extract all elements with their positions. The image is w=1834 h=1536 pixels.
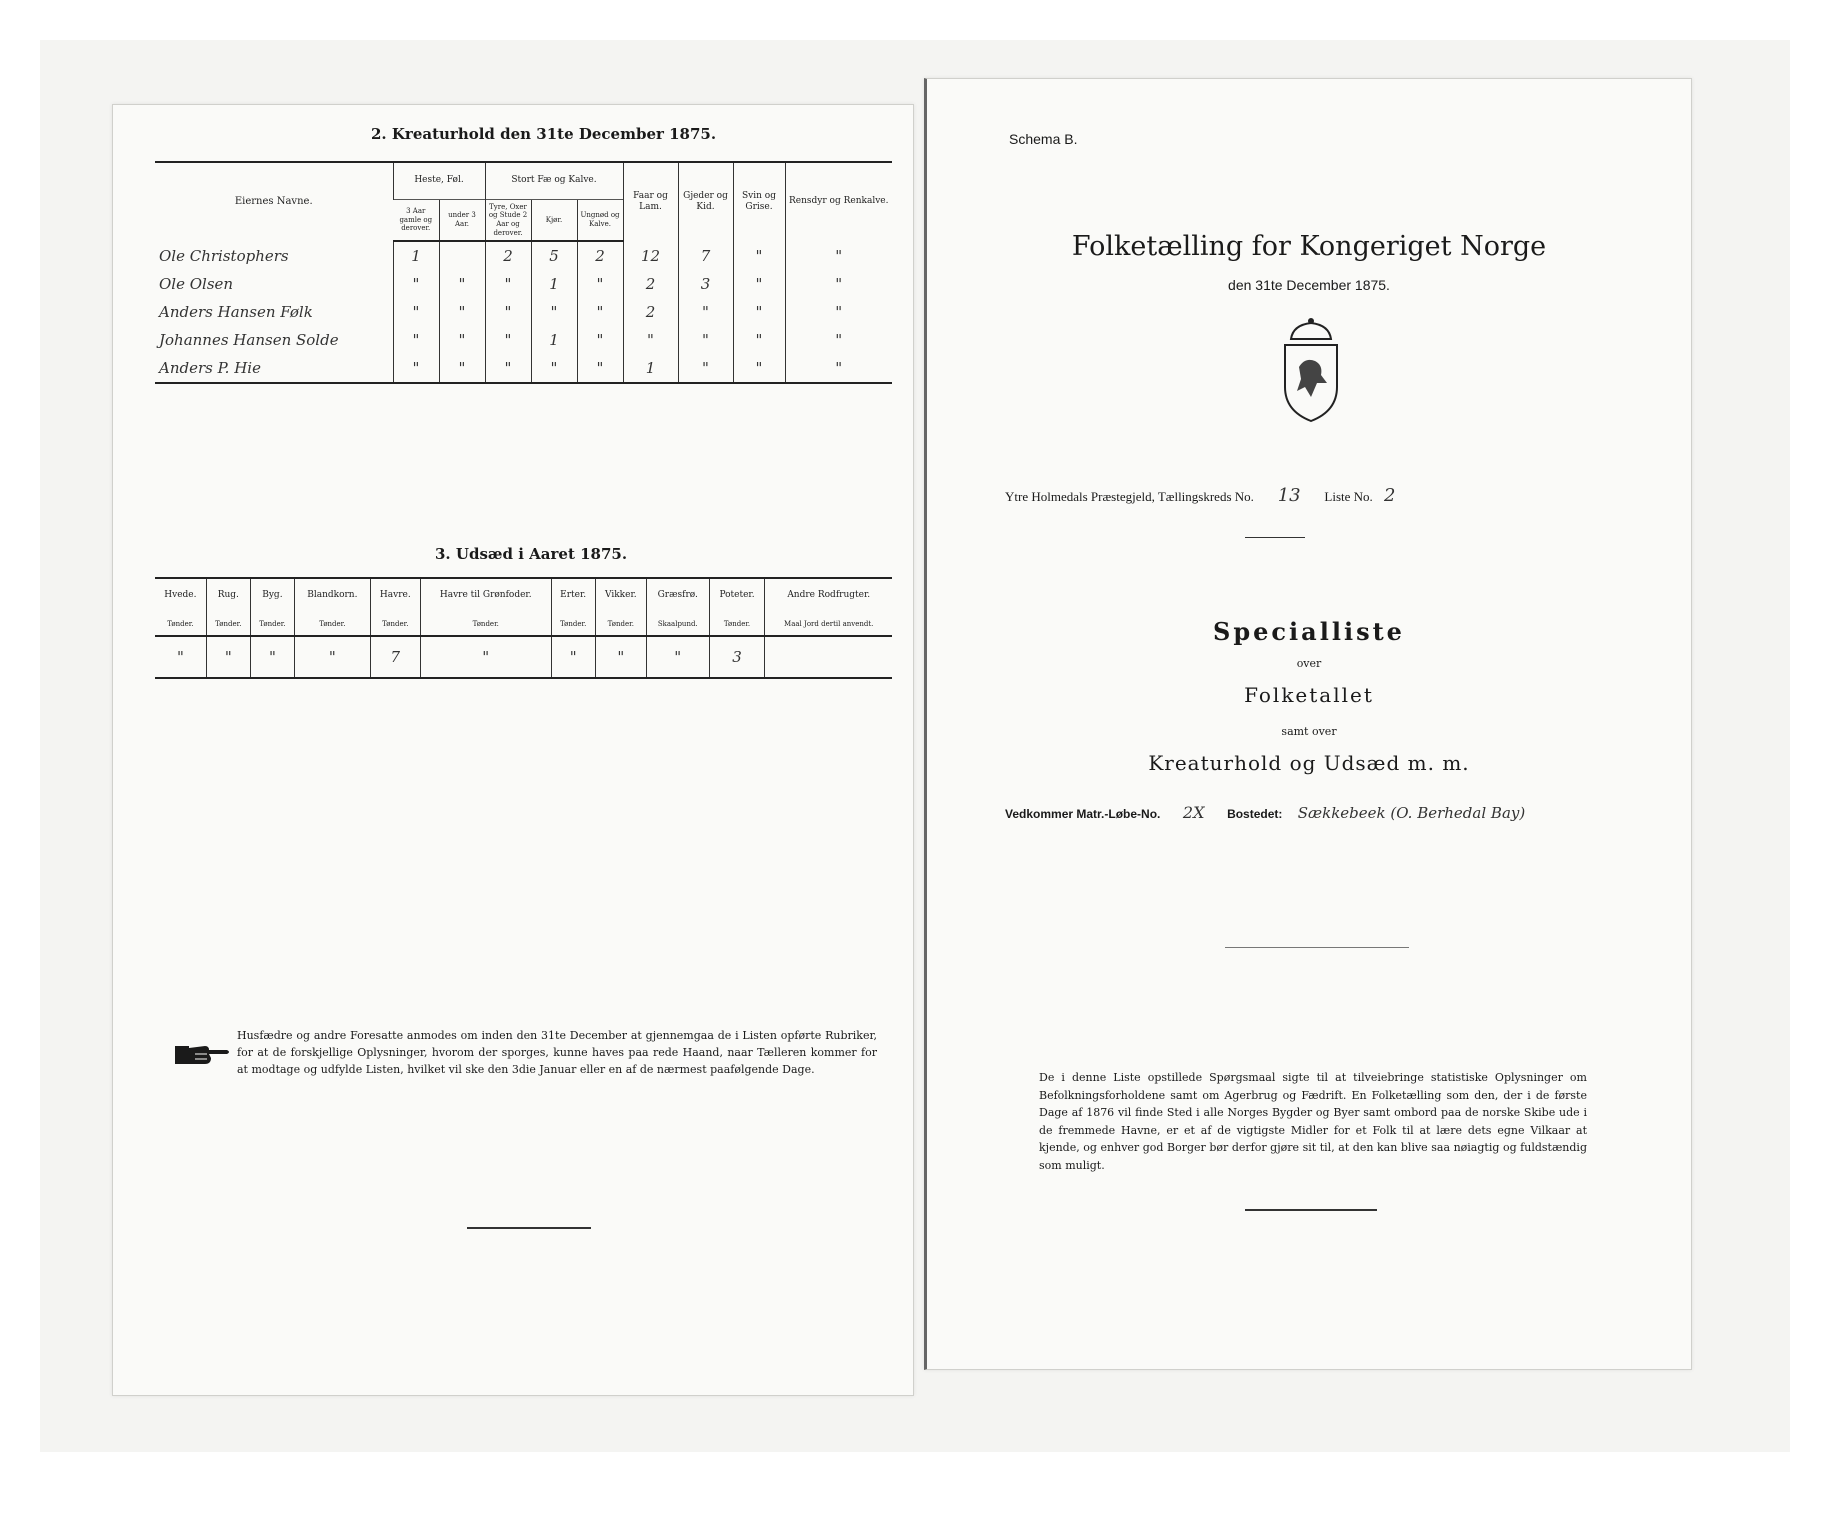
seed-header-unit: Tønder.	[370, 613, 420, 636]
livestock-cell: 2	[623, 298, 678, 326]
pointing-hand-icon	[175, 1040, 231, 1070]
kreaturhold-line: Kreaturhold og Udsæd m. m.	[1148, 751, 1470, 775]
livestock-cell: 1	[623, 354, 678, 383]
seed-header-name: Græsfrø.	[646, 578, 709, 613]
owner-name: Anders Hansen Følk	[159, 303, 313, 321]
left-page	[112, 104, 914, 1396]
header-rensdyr: Rensdyr og Renkalve.	[785, 162, 892, 241]
livestock-cell: "	[531, 354, 577, 383]
livestock-cell: 5	[531, 241, 577, 270]
seed-header-name: Erter.	[551, 578, 595, 613]
seed-value: 3	[709, 636, 765, 678]
schema-label: Schema B.	[1009, 131, 1078, 147]
owner-name: Ole Christophers	[159, 246, 289, 265]
liste-number: 2	[1384, 485, 1396, 506]
livestock-cell: "	[678, 326, 733, 354]
seed-header-unit: Tønder.	[595, 613, 646, 636]
header-svin: Svin og Grise.	[733, 162, 785, 241]
seed-value: "	[595, 636, 646, 678]
seed-header-units	[155, 613, 892, 636]
samt-over: samt over	[1281, 725, 1337, 738]
seed-header-names	[155, 578, 892, 613]
bosted-value: Sækkebeek (O. Berhedal Bay)	[1297, 804, 1526, 822]
folketallet: Folketallet	[1244, 683, 1374, 707]
kreds-number: 13	[1277, 485, 1301, 506]
livestock-cell: "	[439, 270, 485, 298]
right-page	[924, 78, 1692, 1370]
livestock-cell: "	[439, 354, 485, 383]
seed-header-unit: Maal Jord dertil anvendt.	[765, 613, 892, 636]
owner-name: Anders P. Hie	[155, 354, 393, 383]
livestock-cell: "	[733, 270, 785, 298]
seed-header-unit: Tønder.	[250, 613, 294, 636]
seed-values-row	[155, 636, 892, 678]
livestock-cell: "	[785, 298, 892, 326]
livestock-row	[155, 354, 892, 383]
livestock-cell: "	[733, 326, 785, 354]
seed-header-unit: Tønder.	[551, 613, 595, 636]
dash-rule-mid	[1225, 947, 1409, 948]
district-prefix: Ytre Holmedals Præstegjeld, Tællingskreds No.	[1005, 489, 1254, 504]
livestock-cell: "	[733, 354, 785, 383]
livestock-table	[155, 161, 892, 384]
header-gjeder: Gjeder og Kid.	[678, 162, 733, 241]
seed-header-unit: Tønder.	[420, 613, 551, 636]
header-faar: Faar og Lam.	[623, 162, 678, 241]
left-bottom-rule	[467, 1227, 591, 1229]
livestock-cell: "	[485, 354, 531, 383]
livestock-cell: "	[785, 326, 892, 354]
livestock-cell: "	[577, 326, 623, 354]
seed-header-name: Andre Rodfrugter.	[765, 578, 892, 613]
livestock-cell: "	[785, 270, 892, 298]
owner-name: Johannes Hansen Solde	[159, 331, 339, 349]
seed-value: "	[294, 636, 370, 678]
seed-value: "	[420, 636, 551, 678]
seed-header-unit: Tønder.	[155, 613, 206, 636]
livestock-cell: "	[393, 326, 439, 354]
header-stort-c: Ungnød og Kalve.	[577, 200, 623, 242]
livestock-row	[155, 298, 892, 326]
livestock-cell: "	[733, 241, 785, 270]
seed-header-unit: Tønder.	[709, 613, 765, 636]
seed-header-name: Byg.	[250, 578, 294, 613]
section2-title: 2. Kreaturhold den 31te December 1875.	[371, 125, 717, 143]
seed-value: "	[206, 636, 250, 678]
livestock-cell: "	[531, 298, 577, 326]
livestock-cell	[439, 241, 485, 270]
dash-rule-top	[1245, 537, 1305, 538]
header-heste-a: 3 Aar gamle og derover.	[393, 200, 439, 242]
seed-header-unit: Skaalpund.	[646, 613, 709, 636]
livestock-rows	[155, 241, 892, 383]
livestock-cell: 3	[678, 270, 733, 298]
seed-header-name: Havre til Grønfoder.	[420, 578, 551, 613]
livestock-cell: 7	[678, 241, 733, 270]
matr-line	[1005, 803, 1525, 822]
seed-header-name: Hvede.	[155, 578, 206, 613]
over-1: over	[1296, 657, 1322, 670]
livestock-cell: 1	[531, 270, 577, 298]
livestock-row	[155, 270, 892, 298]
header-stort-fae: Stort Fæ og Kalve.	[485, 162, 623, 200]
seed-value	[765, 636, 892, 678]
livestock-cell: "	[785, 241, 892, 270]
seed-header-unit: Tønder.	[294, 613, 370, 636]
coat-of-arms-icon	[1271, 317, 1351, 427]
notice-text: Husfædre og andre Foresatte anmodes om inden den 31te December at gjennemgaa de i Listen opførte Rubriker, for at de forskjellige Oplysninger, hvorom der sporges, kunne haves paa rede Haand, naar Tælleren kommer for at modtage og udfylde Listen, hvilket vil ske den 3die Januar eller en af de nærmest paafølgende Dage.	[237, 1029, 877, 1077]
district-line	[1005, 485, 1396, 506]
livestock-cell: "	[577, 354, 623, 383]
seed-header-name: Poteter.	[709, 578, 765, 613]
owner-name: Ole Olsen	[159, 275, 234, 293]
right-bottom-rule	[1245, 1209, 1377, 1211]
livestock-cell: "	[678, 298, 733, 326]
header-owner: Eiernes Navne.	[155, 162, 393, 241]
livestock-cell: "	[485, 326, 531, 354]
livestock-cell: "	[785, 354, 892, 383]
livestock-cell: "	[393, 298, 439, 326]
liste-label: Liste No.	[1324, 489, 1373, 504]
main-title: Folketælling for Kongeriget Norge	[1071, 231, 1547, 262]
livestock-cell: "	[733, 298, 785, 326]
livestock-cell: "	[577, 298, 623, 326]
livestock-cell: 1	[393, 241, 439, 270]
livestock-cell: 1	[531, 326, 577, 354]
seed-value: "	[155, 636, 206, 678]
header-heste-b: under 3 Aar.	[439, 200, 485, 242]
bosted-label: Bostedet:	[1227, 807, 1283, 821]
matr-value: 2X	[1182, 803, 1205, 822]
livestock-cell: "	[439, 326, 485, 354]
seed-header-unit: Tønder.	[206, 613, 250, 636]
matr-label: Vedkommer Matr.-Løbe-No.	[1005, 807, 1161, 821]
seed-header-name: Blandkorn.	[294, 578, 370, 613]
livestock-cell: "	[485, 270, 531, 298]
special-title: Specialliste	[1213, 617, 1405, 646]
livestock-cell: "	[439, 298, 485, 326]
header-stort-b: Kjør.	[531, 200, 577, 242]
livestock-cell: "	[678, 354, 733, 383]
section3-title: 3. Udsæd i Aaret 1875.	[435, 545, 628, 563]
header-heste: Heste, Føl.	[393, 162, 485, 200]
seed-value: "	[250, 636, 294, 678]
livestock-cell: "	[393, 354, 439, 383]
census-date: den 31te December 1875.	[1228, 277, 1390, 293]
seed-header-name: Rug.	[206, 578, 250, 613]
livestock-cell: "	[577, 270, 623, 298]
livestock-cell: "	[393, 270, 439, 298]
livestock-row	[155, 241, 892, 270]
seed-value: "	[646, 636, 709, 678]
seed-value: 7	[370, 636, 420, 678]
livestock-cell: 2	[623, 270, 678, 298]
header-stort-a: Tyre, Oxer og Stude 2 Aar og derover.	[485, 200, 531, 242]
livestock-cell: 2	[577, 241, 623, 270]
seed-table	[155, 577, 892, 679]
seed-header-name: Vikker.	[595, 578, 646, 613]
livestock-row	[155, 326, 892, 354]
seed-value: "	[551, 636, 595, 678]
seed-header-name: Havre.	[370, 578, 420, 613]
livestock-cell: "	[485, 298, 531, 326]
livestock-cell: 12	[623, 241, 678, 270]
livestock-cell: "	[623, 326, 678, 354]
livestock-cell: 2	[485, 241, 531, 270]
info-paragraph: De i denne Liste opstillede Spørgsmaal sigte til at tilveiebringe statistiske Oplysninger om Befolkningsforholdene samt om Agerbrug og Fædrift. En Folketælling som den, der i de første Dage af 1876 vil finde Sted i alle Norges Bygder og Byer samt ombord paa de norske Skibe ude i de fremmede Havne, er et af de vigtigste Midler for et Folk til at lære dets egne Vilkaar at kjende, og enhver god Borger bør derfor gjøre sit til, at den kan blive saa nøiagtig og fuldstændig som muligt.	[1039, 1071, 1587, 1172]
